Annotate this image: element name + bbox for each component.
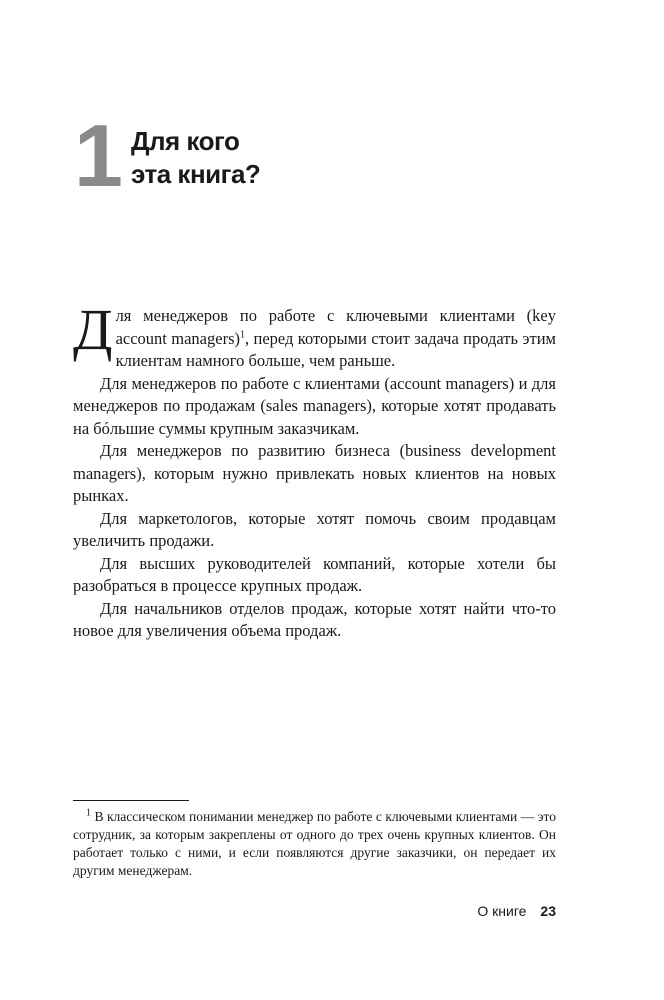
paragraph-5: Для высших руководителей компаний, которые хотели бы разобраться в процессе крупных продаж.: [73, 553, 556, 595]
chapter-title-line-2: эта книга?: [131, 159, 261, 189]
paragraph-4: Для маркетологов, которые хотят помочь своим продавцам увеличить продажи.: [73, 508, 556, 550]
chapter-title: [131, 125, 260, 191]
footnote-reference[interactable]: 1: [240, 329, 245, 340]
chapter-title-line-1: Для кого: [131, 126, 240, 156]
paragraph-1-rest: , перед которыми стоит задача продать этим клиентам намного больше, чем раньше.: [115, 328, 556, 370]
footnote-text: В классическом понимании менеджер по работе с ключевыми клиентами — это сотрудник, за которым закреплены от одного до трех очень крупных клиентов. Он работает только с ними, и если появляются другие заказчики, он передает их другим менеджерам.: [73, 809, 557, 878]
drop-cap: Д: [73, 297, 113, 362]
footnote-divider: [73, 800, 189, 801]
paragraph-1: [73, 297, 556, 373]
page-number: 23: [540, 903, 556, 919]
paragraph-1-text: ля менеджеров по работе с ключевыми клиентами (key account managers): [115, 306, 556, 348]
paragraph-6: Для начальников отделов продаж, которые хотят найти что-то новое для увеличения объема продаж.: [73, 598, 556, 640]
body-text: [73, 297, 556, 643]
chapter-number: 1: [74, 106, 123, 205]
paragraph-2: Для менеджеров по работе с клиентами (account managers) и для менеджеров по продажам (sales managers), которые хотят продавать на бóльшие суммы крупным заказчикам.: [73, 373, 556, 438]
footer-section-title: О книге: [477, 903, 527, 919]
footnote-number: 1: [86, 807, 91, 819]
footnote: [73, 808, 556, 880]
running-footer: [477, 903, 556, 919]
paragraph-3: Для менеджеров по развитию бизнеса (business development managers), которым нужно привлекать новых клиентов на новых рынках.: [73, 441, 556, 505]
